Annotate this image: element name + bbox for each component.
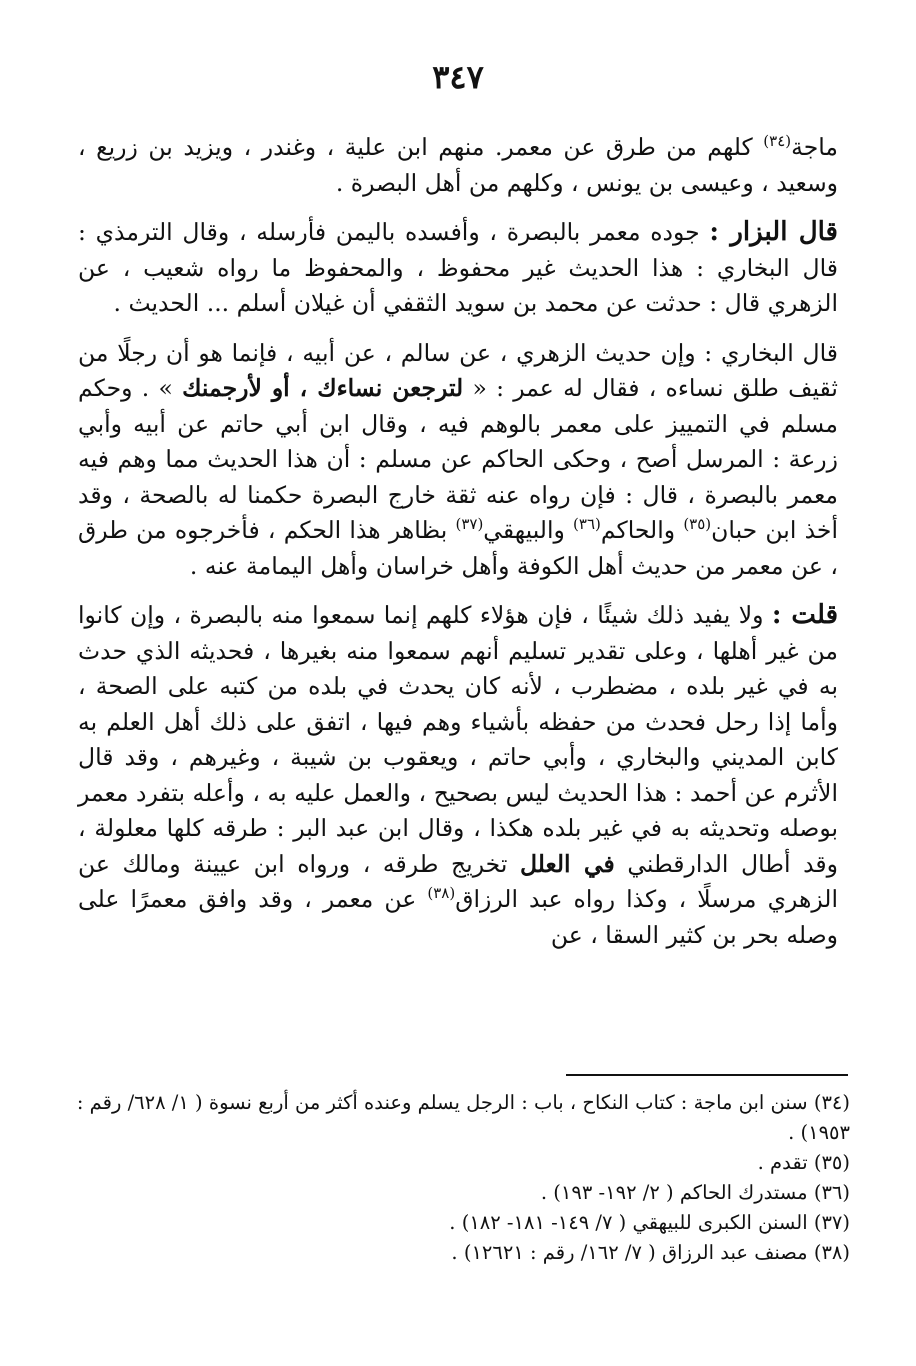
- text-run: عن معمر ، وقد وافق معمرًا على وصله بحر بن كثير السقا ، عن: [78, 885, 838, 949]
- text-run: بظاهر هذا الحكم ، فأخرجوه من طرق ، عن معمر من حديث أهل الكوفة وأهل خراسان وأهل اليمامة عنه .: [78, 516, 838, 580]
- paragraph-lead: قال البزار :: [709, 217, 838, 247]
- footnote: (٣٤) سنن ابن ماجة : كتاب النكاح ، باب : الرجل يسلم وعنده أكثر من أربع نسوة ( ١/ ٦٢٨/ رقم : ١٩٥٣) .: [76, 1091, 850, 1144]
- footnote-ref[interactable]: (٣٨): [427, 884, 456, 903]
- main-text: [78, 130, 838, 967]
- text-run: والحاكم: [600, 516, 684, 544]
- paragraph: [78, 336, 838, 585]
- text-run: والبيهقي: [483, 516, 574, 544]
- footnote-ref[interactable]: (٣٥): [683, 515, 712, 534]
- footnote: (٣٧) السنن الكبرى للبيهقي ( ٧/ ١٤٩- ١٨١- ١٨٢) .: [449, 1211, 850, 1234]
- footnote-ref[interactable]: (٣٧): [455, 515, 484, 534]
- text-run: ولا يفيد ذلك شيئًا ، فإن هؤلاء كلهم إنما سمعوا منه بالبصرة ، وإن كانوا من غير أهلها ، وعلى تقدير تسليم أنهم سمعوا منه بغيرها ، فحديثه الذي حدث به في غير بلده ، مضطرب ، لأنه كان يحدث في بلده من كتبه على الصحة ، وأما إذا رحل فحدث من حفظه بأشياء وهم فيها ، اتفق على ذلك أهل العلم به كابن المديني والبخاري ، وأبي حاتم ، ويعقوب بن شيبة ، وغيرهم ، وقد قال الأثرم عن أحمد : هذا الحديث ليس بصحيح ، والعمل عليه به ، وأعله بتفرد معمر بوصله وتحديثه به في غير بلده هكذا ، وقال ابن عبد البر : طرقه كلها معلولة ، وقد أطال الدارقطني: [78, 601, 838, 878]
- text-run: قال البخاري : وإن حديث الزهري ، عن سالم ، عن أبيه ، فإنما هو أن رجلًا من ثقيف طلق نساءه ، فقال له عمر : «: [78, 338, 838, 402]
- footnote: (٣٨) مصنف عبد الرزاق ( ٧/ ١٦٢/ رقم : ١٢٦٢١) .: [451, 1241, 850, 1264]
- text-run: تخريج طرقه ، ورواه ابن عيينة ومالك عن الزهري مرسلًا ، وكذا رواه عبد الرزاق: [78, 849, 838, 913]
- paragraph: [78, 130, 838, 201]
- footnote: (٣٥) تقدم .: [757, 1151, 850, 1174]
- text-run: » . وحكم مسلم في التمييز على معمر بالوهم فيه ، وقال ابن أبي حاتم عن أبيه وأبي زرعة : المرسل أصح ، وحكى الحاكم عن مسلم : أن هذا الحديث مما وهم فيه معمر بالبصرة ، قال : فإن رواه عنه ثقة خارج البصرة حكمنا له بالصحة ، وقد أخذ ابن حبان: [78, 374, 838, 544]
- text-run: كلهم من طرق عن معمر. منهم ابن علية ، وغندر ، ويزيد بن زريع ، وسعيد ، وعيسى بن يونس ، وكلهم من أهل البصرة .: [78, 133, 838, 197]
- paragraph: [78, 215, 838, 322]
- footnote-ref[interactable]: (٣٤): [763, 132, 792, 151]
- bold-phrase: لترجعن نساءك ، أو لأرجمنك: [182, 374, 464, 402]
- footnote-divider: [566, 1074, 848, 1076]
- paragraph-lead: قلت :: [771, 600, 838, 630]
- bold-phrase: في العلل: [519, 849, 615, 878]
- footnote: (٣٦) مستدرك الحاكم ( ٢/ ١٩٢- ١٩٣) .: [540, 1181, 850, 1204]
- footnote-ref[interactable]: (٣٦): [573, 515, 601, 534]
- page-number: ٣٤٧: [432, 58, 484, 96]
- text-run: ماجة: [791, 133, 838, 161]
- footnotes: [72, 1088, 850, 1268]
- paragraph: [78, 598, 838, 953]
- text-run: جوده معمر بالبصرة ، وأفسده باليمن فأرسله ، وقال الترمذي : قال البخاري : هذا الحديث غير محفوظ ، والمحفوظ ما رواه شعيب ، عن الزهري قال : حدثت عن محمد بن سويد الثقفي أن غيلان أسلم ... الحديث .: [78, 218, 838, 317]
